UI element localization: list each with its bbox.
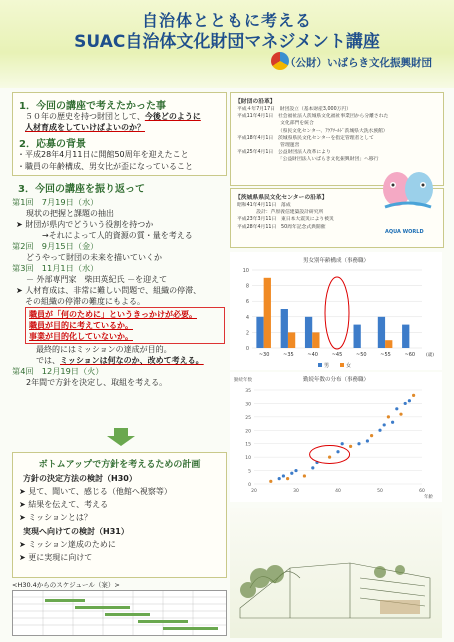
history-title: 【財団の沿革】 bbox=[235, 99, 276, 105]
arrow-down-icon bbox=[107, 428, 135, 446]
key-point-2: 職員が目的に考えているか。 bbox=[29, 321, 133, 330]
scatter-point bbox=[282, 474, 285, 477]
title-line2: SUAC自治体文化財団マネジメント講座 bbox=[74, 32, 380, 52]
scatter-ytick-label: 5 bbox=[248, 469, 251, 475]
scatter-point bbox=[370, 434, 373, 437]
section2-item-2: ・職員の年齢構成、男女比が歪になっていること bbox=[17, 162, 193, 171]
scatter-point bbox=[286, 477, 289, 480]
aquaworld-logo-text: AQUA WORLD bbox=[385, 229, 424, 235]
organization-name: （公財）いばらき文化振興財団 bbox=[285, 57, 432, 69]
scatter-chart-svg bbox=[230, 372, 442, 502]
bar-ytick-label: 8 bbox=[245, 283, 249, 290]
scatter-point bbox=[349, 445, 352, 448]
plan-item-5: ➤ 更に実現に向けて bbox=[19, 553, 93, 562]
scatter-point bbox=[341, 442, 344, 445]
aquaworld-mascot-icon bbox=[377, 163, 439, 227]
highlight-ellipse bbox=[325, 277, 349, 349]
header-banner bbox=[0, 0, 454, 88]
scatter-point bbox=[412, 394, 415, 397]
bar-男 bbox=[305, 317, 312, 348]
plan-item-2-text: 結果を伝えて、考える bbox=[28, 500, 109, 509]
plan-box bbox=[12, 452, 227, 578]
bar-chart-svg bbox=[230, 252, 442, 370]
center-history-line: 昭和41年4月11日 落成 bbox=[237, 203, 291, 208]
history-line: 平成18年4月1日 茨城県県民文化センターを指定管理者として bbox=[237, 135, 374, 141]
section3-heading: 3．今回の講座を振り返って bbox=[18, 184, 145, 195]
session1-date: 第1回 7月19日（水） bbox=[12, 197, 99, 207]
bar-category-label: ~60 bbox=[404, 352, 416, 358]
bar-男 bbox=[354, 325, 361, 348]
bar-女 bbox=[288, 332, 295, 348]
bar-男 bbox=[402, 325, 409, 348]
scatter-point bbox=[336, 450, 339, 453]
center-history-line: 平成23年3月11日 東日本大震災により被災 bbox=[237, 217, 334, 223]
scatter-xtick-label: 20 bbox=[251, 489, 257, 494]
history-line: （県民文化センター、ｱｸｱﾜｰﾙﾄﾞ茨城県大洗水族館） bbox=[237, 128, 388, 134]
scatter-xtick-label: 50 bbox=[377, 489, 383, 494]
schedule-grid bbox=[12, 590, 227, 636]
bar-category-label: ~55 bbox=[380, 352, 391, 358]
section1-heading: 1．今回の講座で考えたかった事 bbox=[19, 101, 166, 112]
building-sketch-image bbox=[230, 508, 442, 638]
scatter-point bbox=[391, 421, 394, 424]
section2-heading: 2．応募の背景 bbox=[19, 139, 86, 150]
bar-男 bbox=[378, 317, 385, 348]
scatter-point bbox=[357, 442, 360, 445]
bar-category-label: ~50 bbox=[356, 352, 367, 358]
scatter-ylabel: 勤続年数 bbox=[234, 378, 252, 383]
plan-item-3-text: ミッションとは？ bbox=[28, 513, 92, 522]
bar-ytick-label: 6 bbox=[245, 299, 249, 306]
scatter-point bbox=[395, 407, 398, 410]
section1-line1-emphasis: 今後どのように bbox=[144, 112, 201, 121]
history-line: 「公益財団法人いばらき文化振興財団」へ移行 bbox=[237, 157, 379, 163]
session3-item1-text: 人材育成は、非常に難しい問題で、組織の停滞、 bbox=[25, 286, 202, 295]
bar-ytick-label: 0 bbox=[245, 346, 249, 352]
scatter-title: 勤続年数の分布（事務職） bbox=[302, 377, 370, 383]
legend-swatch-女 bbox=[340, 363, 344, 367]
session1-item2: →それによって人的資源の質・量を考える bbox=[42, 231, 193, 240]
session1-item1: ➤ 財団が県内でどういう役割を持つか bbox=[16, 220, 154, 229]
plan-sub2: 実現へ向けての検討（H31） bbox=[23, 527, 129, 536]
session1-item1-text: 財団が県内でどういう役割を持つか bbox=[25, 220, 154, 229]
session3-item4 bbox=[36, 355, 225, 366]
plan-item-1: ➤ 見て、聞いて、感じる（他館へ視察等） bbox=[19, 487, 172, 496]
bar-x-unit: (歳) bbox=[426, 353, 435, 358]
center-history-title: 【茨城県県民文化センターの沿革】 bbox=[235, 195, 328, 201]
plan-item-2: ➤ 結果を伝えて、考える bbox=[19, 500, 109, 509]
scatter-xtick-label: 40 bbox=[335, 489, 341, 494]
scatter-point bbox=[311, 466, 314, 469]
bar-ytick-label: 4 bbox=[245, 314, 249, 321]
history-line: 平成４年7月17日 財団設立（基本財産3,000万円） bbox=[237, 107, 352, 112]
scatter-point bbox=[278, 477, 281, 480]
legend-swatch-男 bbox=[318, 363, 322, 367]
section3 bbox=[12, 180, 225, 388]
session3-item2: その組織の停滞の難度にもよる。 bbox=[25, 297, 145, 306]
bar-女 bbox=[264, 278, 271, 348]
tenure-scatter-chart bbox=[230, 372, 442, 502]
scatter-point bbox=[404, 402, 407, 405]
legend-label: 女 bbox=[346, 363, 352, 369]
plan-item-4: ➤ ミッション達成のために bbox=[19, 540, 116, 549]
session3-topic: － 外部専門家 柴田英紀氏 －を迎えて bbox=[26, 275, 168, 284]
scatter-ytick-label: 0 bbox=[248, 483, 251, 488]
schedule-title: <H30.4からのスケジュール（案）> bbox=[12, 581, 120, 589]
bar-男 bbox=[256, 317, 263, 348]
legend-label: 男 bbox=[324, 363, 330, 369]
section1-text bbox=[25, 111, 223, 133]
scatter-point bbox=[408, 399, 411, 402]
session3-item1: ➤ 人材育成は、非常に難しい問題で、組織の停滞、 bbox=[16, 286, 202, 295]
center-history-line: 設計：芦原義信建築設計研究所 bbox=[237, 210, 324, 216]
scatter-point bbox=[269, 480, 272, 483]
scatter-point bbox=[366, 439, 369, 442]
history-line: 文化部門を統合 bbox=[237, 121, 314, 127]
center-history-line: 平成28年4月11日 50周年記念式典開催 bbox=[237, 224, 326, 230]
session4-date: 第4回 12月19日（火） bbox=[12, 366, 104, 376]
section1-line1: ５０年の歴史を持つ財団として、 bbox=[25, 112, 145, 121]
schedule bbox=[12, 580, 225, 638]
scatter-xlabel: 年齢 bbox=[424, 495, 433, 500]
scatter-ytick-label: 15 bbox=[245, 442, 251, 448]
scatter-ytick-label: 30 bbox=[245, 402, 251, 408]
bar-chart-title: 男女別年齢構成（事務職） bbox=[302, 258, 370, 264]
key-point-3: 事業が目的化していないか。 bbox=[29, 332, 133, 341]
section1-line2-emphasis: 人材育成をしていけばよいのか？ bbox=[25, 123, 145, 132]
bar-ytick-label: 10 bbox=[242, 268, 249, 274]
scatter-point bbox=[303, 474, 306, 477]
history-line: 平成11年4月1日 社会福祉法人茨城県文化福祉事業団から分離された bbox=[237, 114, 389, 120]
history-line: 平成25年4月1日 公益財団法人改革により bbox=[237, 150, 331, 156]
scatter-point bbox=[294, 469, 297, 472]
session2-topic: どうやって財団の未来を描いていくか bbox=[26, 253, 162, 262]
intro-box bbox=[12, 92, 227, 176]
scatter-point bbox=[290, 472, 293, 475]
session4-topic: 2年間で方針を決定し、取組を考える。 bbox=[26, 378, 168, 387]
bar-category-label: ~30 bbox=[258, 352, 270, 358]
session3-item4-plain: では、 bbox=[36, 356, 60, 365]
section2-item-1: ・平成28年4月11日に開館50周年を迎えたこと bbox=[17, 150, 189, 159]
bar-category-label: ~45 bbox=[331, 352, 343, 358]
scatter-point bbox=[383, 423, 386, 426]
plan-item-1-text: 見て、聞いて、感じる（他館へ視察等） bbox=[28, 487, 172, 496]
scatter-ytick-label: 25 bbox=[245, 415, 251, 421]
key-point-box bbox=[25, 307, 225, 344]
scatter-ytick-label: 35 bbox=[245, 389, 251, 394]
bar-女 bbox=[385, 340, 392, 348]
session1-topic: 現状の把握と課題の抽出 bbox=[26, 209, 114, 218]
scatter-ytick-label: 20 bbox=[245, 429, 251, 435]
scatter-point bbox=[378, 429, 381, 432]
plan-item-5-text: 更に実現に向けて bbox=[28, 553, 93, 562]
plan-item-3: ➤ ミッションとは？ bbox=[19, 513, 92, 522]
session3-item3: 最終的にはミッションの達成が目的。 bbox=[36, 345, 172, 354]
history-line: 管理運営 bbox=[237, 143, 300, 149]
building-drawing bbox=[230, 508, 442, 638]
key-point-1: 職員が「何のために」というきっかけが必要。 bbox=[29, 310, 197, 319]
scatter-point bbox=[387, 415, 390, 418]
plan-sub1: 方針の決定方法の検討（H30） bbox=[23, 474, 137, 483]
bar-男 bbox=[281, 309, 288, 348]
scatter-ytick-label: 10 bbox=[245, 456, 251, 462]
highlight-ellipse bbox=[310, 445, 350, 463]
scatter-point bbox=[328, 456, 331, 459]
scatter-point bbox=[399, 413, 402, 416]
session3-date: 第3回 11月1日（水） bbox=[12, 263, 99, 273]
scatter-xtick-label: 60 bbox=[419, 489, 425, 494]
plan-item-4-text: ミッション達成のために bbox=[28, 540, 116, 549]
bar-ytick-label: 2 bbox=[245, 330, 249, 337]
age-bar-chart bbox=[230, 252, 442, 370]
session2-date: 第2回 9月15日（金） bbox=[12, 241, 99, 251]
plan-heading: ボトムアップで方針を考えるための計画 bbox=[38, 460, 201, 470]
bar-category-label: ~35 bbox=[283, 352, 294, 358]
session3-item4-emphasis: ミッションは何なのか、改めて考える。 bbox=[60, 356, 204, 365]
title-line1: 自治体とともに考える bbox=[141, 11, 312, 30]
bar-category-label: ~40 bbox=[307, 352, 318, 358]
center-history-box bbox=[230, 188, 444, 248]
scatter-xtick-label: 30 bbox=[293, 489, 299, 494]
bar-女 bbox=[312, 332, 319, 348]
